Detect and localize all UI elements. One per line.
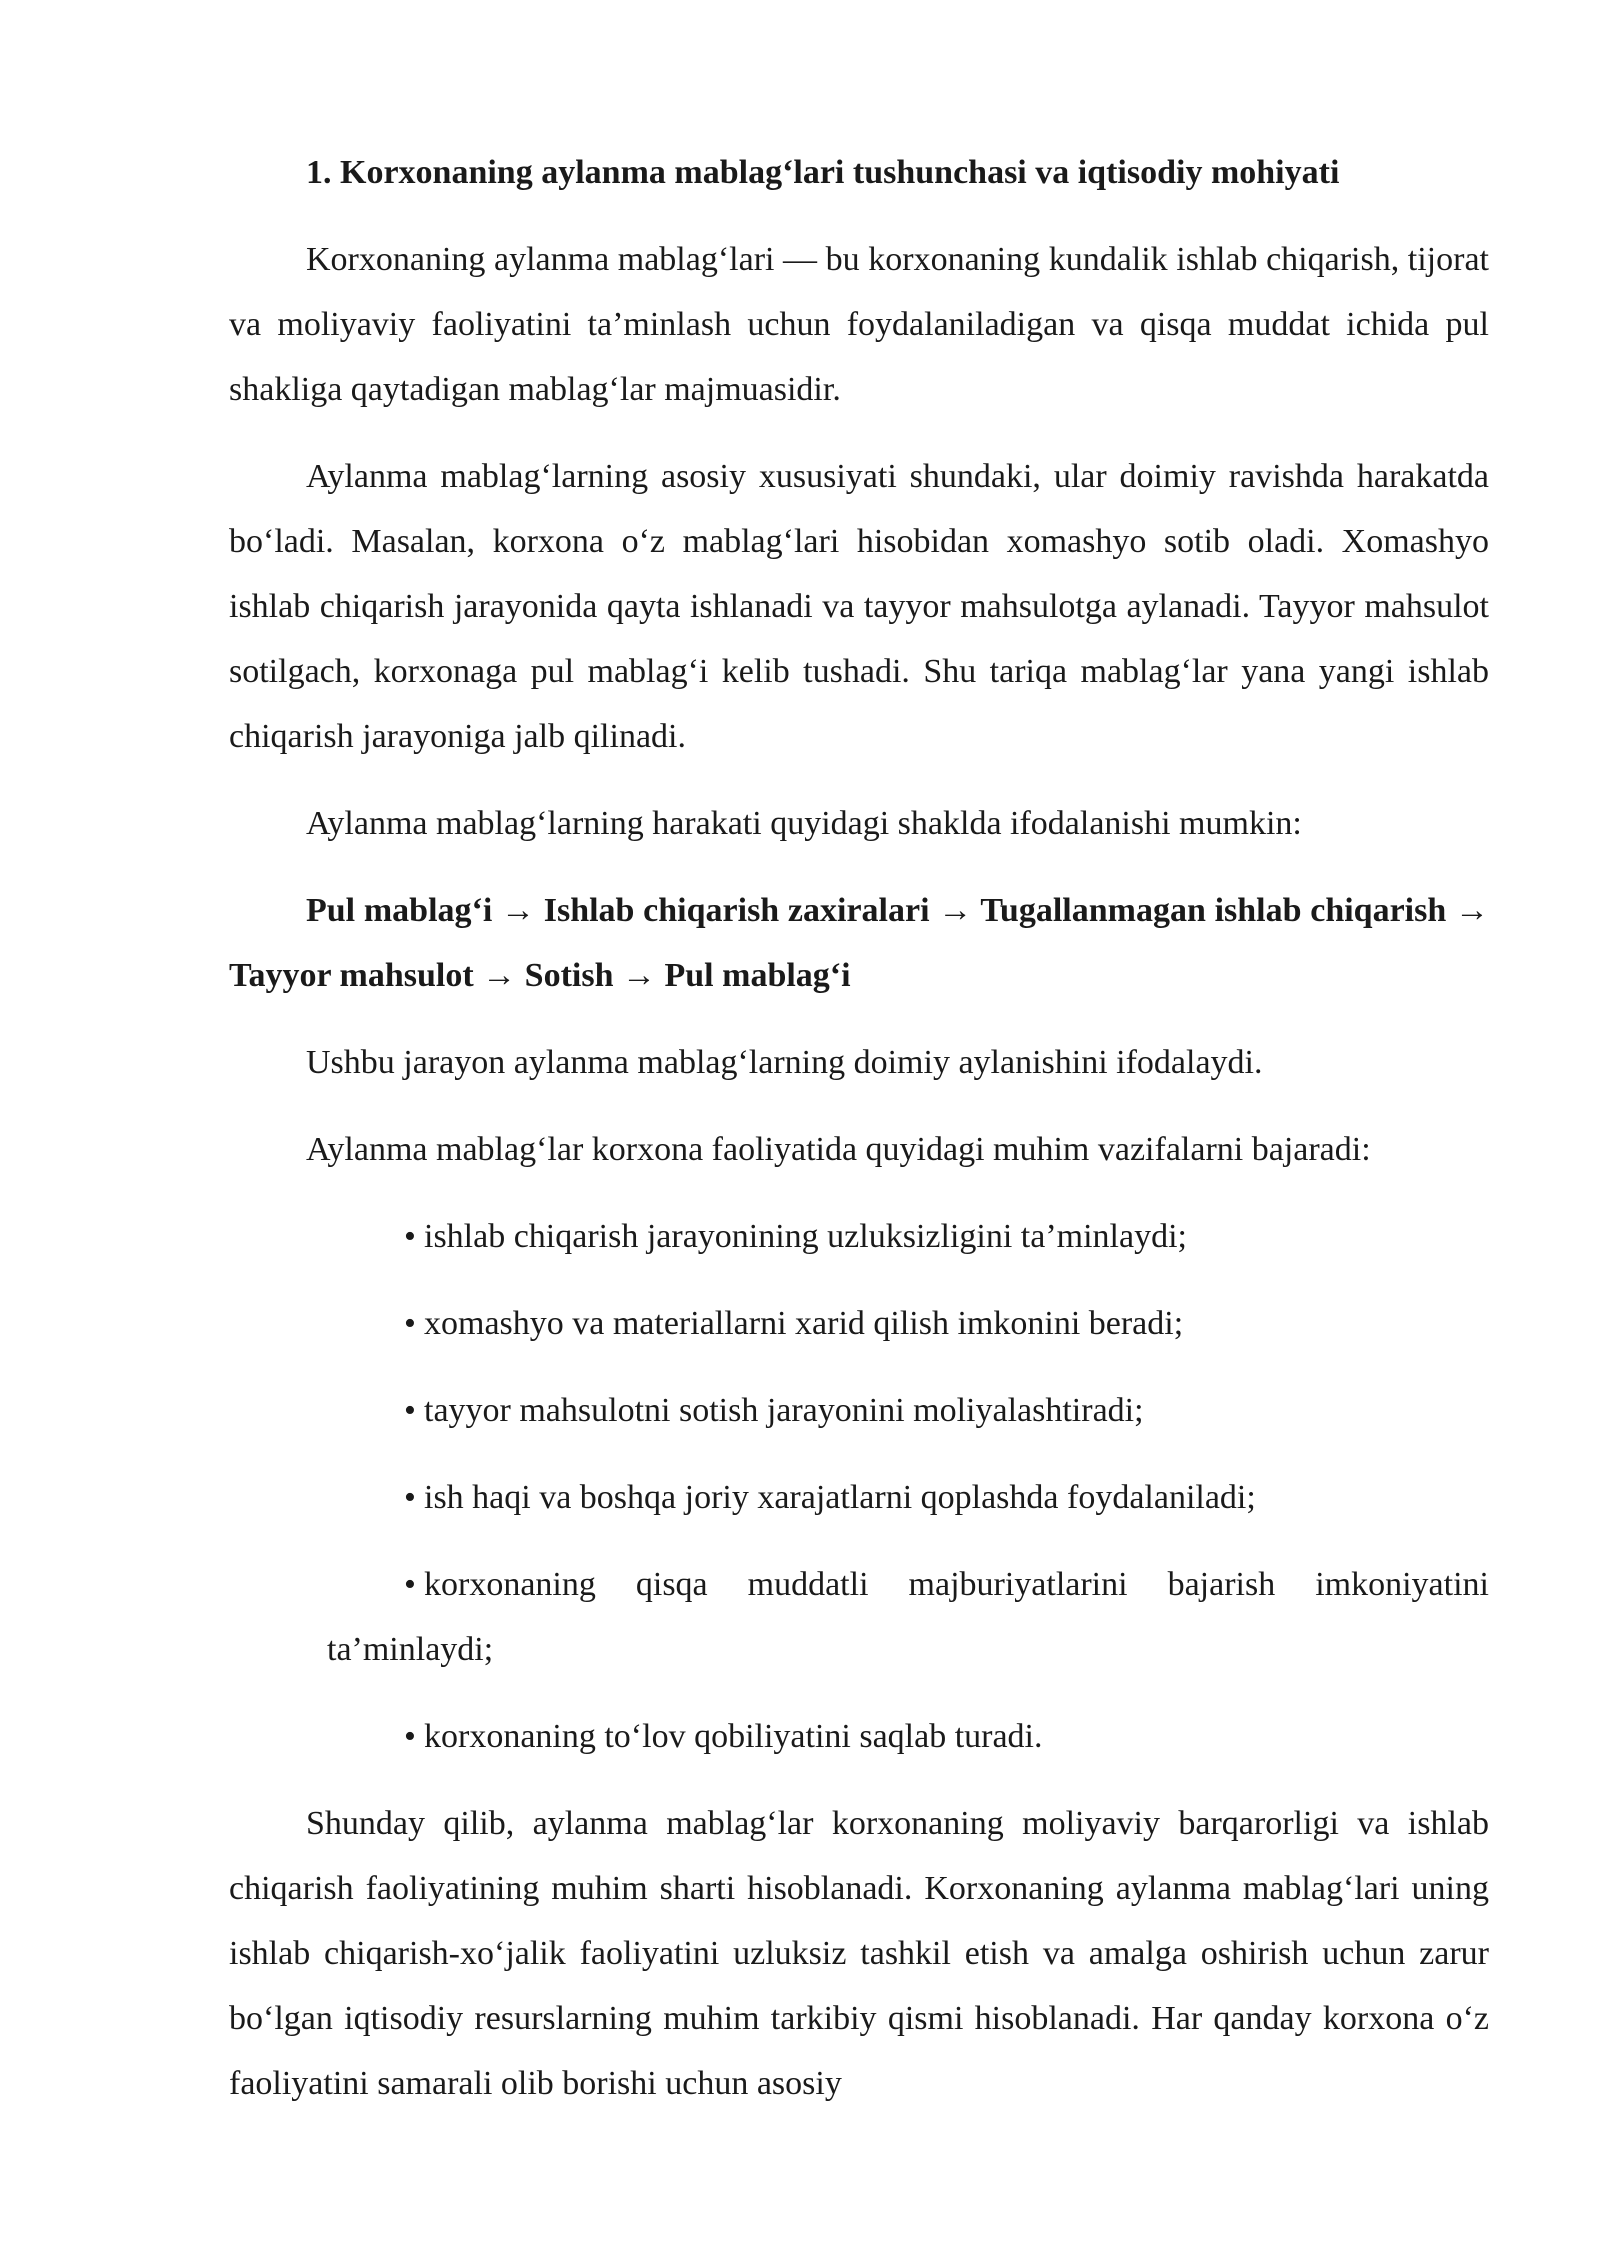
paragraph-definition: Korxonaning aylanma mablag‘lari — bu korxonaning kundalik ishlab chiqarish, tijorat va moliyaviy faoliyatini ta’minlash uchun foydalaniladigan va qisqa muddat ichida pul shakliga qaytadigan mablag‘lar majmuasidir. xyxy=(229,241,1489,408)
list-item-text: xomashyo va materiallarni xarid qilish imkonini beradi; xyxy=(424,1305,1184,1342)
document-page xyxy=(229,140,1489,2138)
bullet-icon: • xyxy=(404,1718,416,1755)
list-item-text: ish haqi va boshqa joriy xarajatlarni qoplashda foydalaniladi; xyxy=(424,1479,1256,1516)
functions-list xyxy=(229,1204,1489,1769)
section-heading: 1. Korxonaning aylanma mablag‘lari tushunchasi va iqtisodiy mohiyati xyxy=(306,154,1340,191)
paragraph-conclusion: Shunday qilib, aylanma mablag‘lar korxonaning moliyaviy barqarorligi va ishlab chiqarish faoliyatining muhim sharti hisoblanadi. Korxonaning aylanma mablag‘lari uning ishlab chiqarish-xo‘jalik faoliyatini uzluksiz tashkil etish va amalga oshirish uchun zarur bo‘lgan iqtisodiy resurslarning muhim tarkibiy qismi hisoblanadi. Har qanday korxona o‘z faoliyatini samarali olib borishi uchun asosiy xyxy=(229,1805,1489,2102)
paragraph-flow-intro: Aylanma mablag‘larning harakati quyidagi shaklda ifodalanishi mumkin: xyxy=(306,805,1302,842)
list-item xyxy=(229,1552,1489,1682)
bullet-icon: • xyxy=(404,1479,416,1516)
list-item-text: korxonaning qisqa muddatli majburiyatlarini bajarish imkoniyatini ta’minlaydi; xyxy=(327,1566,1489,1668)
list-item xyxy=(229,1704,1489,1769)
paragraph-cycle: Ushbu jarayon aylanma mablag‘larning doimiy aylanishini ifodalaydi. xyxy=(306,1044,1263,1081)
list-item xyxy=(229,1204,1489,1269)
bullet-icon: • xyxy=(404,1566,416,1603)
list-item xyxy=(229,1291,1489,1356)
list-item xyxy=(229,1465,1489,1530)
bullet-icon: • xyxy=(404,1218,416,1255)
bullet-icon: • xyxy=(404,1305,416,1342)
paragraph-characteristics: Aylanma mablag‘larning asosiy xususiyati shundaki, ular doimiy ravishda harakatda bo‘ladi. Masalan, korxona o‘z mablag‘lari hisobidan xomashyo sotib oladi. Xomashyo ishlab chiqarish jarayonida qayta ishlanadi va tayyor mahsulotga aylanadi. Tayyor mahsulot sotilgach, korxonaga pul mablag‘i kelib tushadi. Shu tariqa mablag‘lar yana yangi ishlab chiqarish jarayoniga jalb qilinadi. xyxy=(229,458,1489,755)
bullet-icon: • xyxy=(404,1392,416,1429)
list-item xyxy=(229,1378,1489,1443)
flow-formula: Pul mablag‘i → Ishlab chiqarish zaxiralari → Tugallanmagan ishlab chiqarish → Tayyor mahsulot → Sotish → Pul mablag‘i xyxy=(229,892,1489,994)
list-item-text: ishlab chiqarish jarayonining uzluksizligini ta’minlaydi; xyxy=(424,1218,1187,1255)
paragraph-functions-intro: Aylanma mablag‘lar korxona faoliyatida quyidagi muhim vazifalarni bajaradi: xyxy=(306,1131,1371,1168)
list-item-text: tayyor mahsulotni sotish jarayonini moliyalashtiradi; xyxy=(424,1392,1144,1429)
list-item-text: korxonaning to‘lov qobiliyatini saqlab turadi. xyxy=(424,1718,1043,1755)
